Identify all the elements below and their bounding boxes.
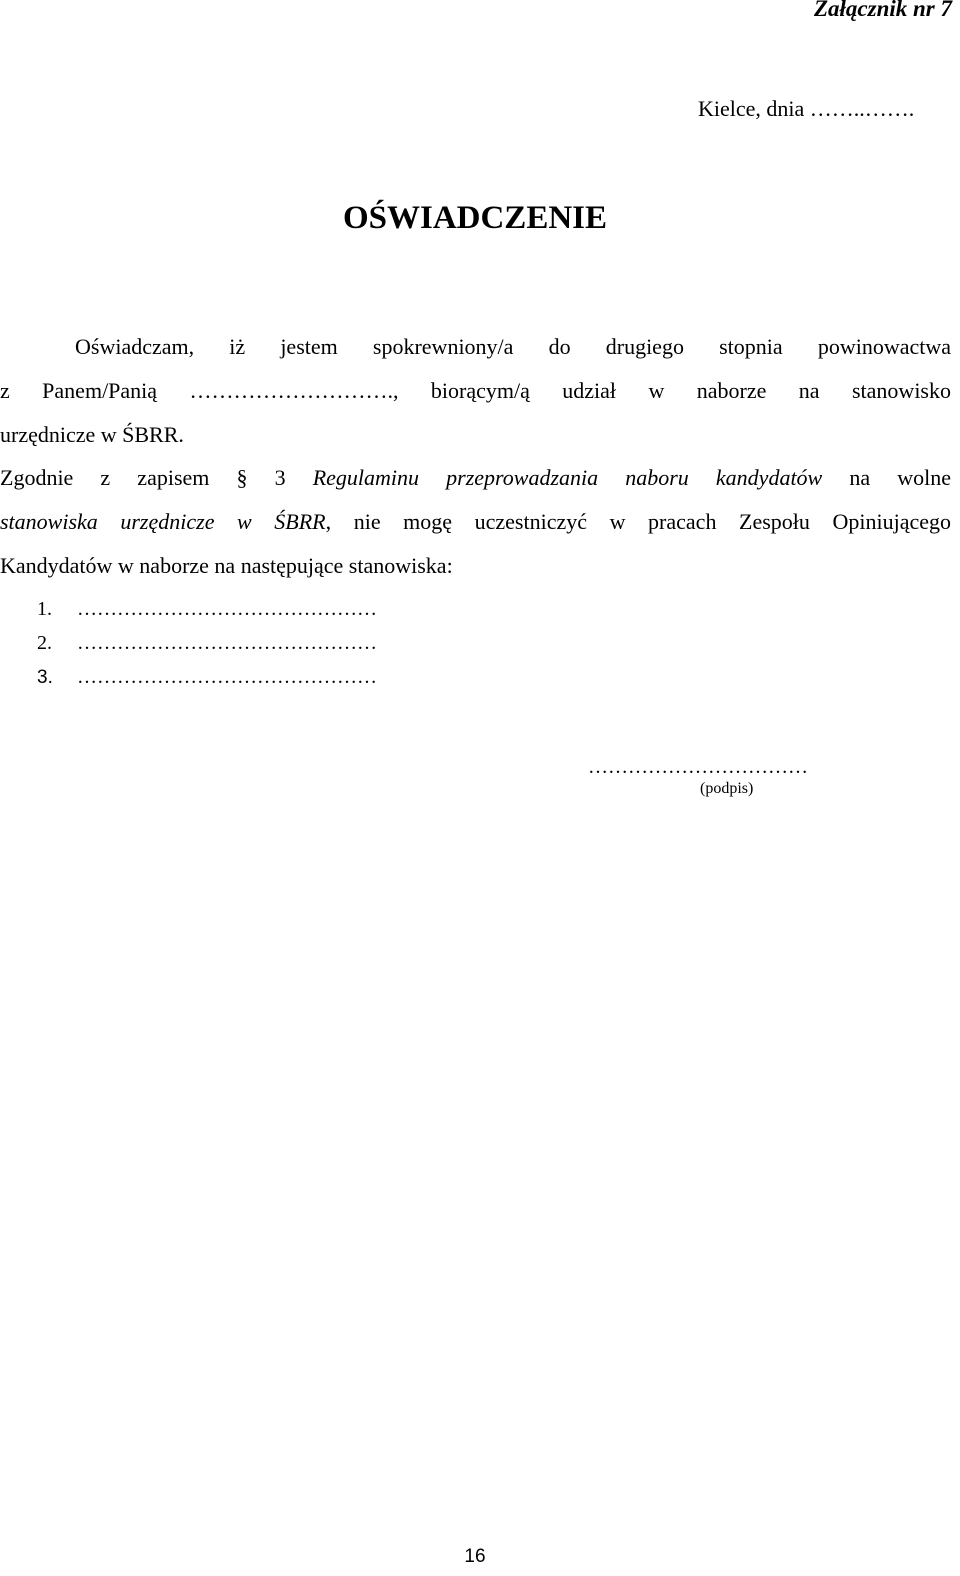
regulation-line-1-post: na wolne <box>822 465 951 490</box>
regulation-line-3: Kandydatów w naborze na następujące stanowiska: <box>0 553 453 578</box>
statement-line-2: z Panem/Panią ………………………., biorącym/ą udział w naborze na stanowisko <box>0 378 951 403</box>
position-item-3 <box>37 666 377 689</box>
position-blank: ……………………………………… <box>77 632 377 654</box>
signature-label: (podpis) <box>700 780 754 797</box>
regulation-line-2-post: , nie mogę uczestniczyć w pracach Zespołu Opiniującego <box>325 509 952 534</box>
signature-line: …………………………… <box>588 756 808 778</box>
place-date-line: Kielce, dnia ……..……. <box>698 96 915 121</box>
regulation-line-2-italic: stanowiska urzędnicze w ŚBRR <box>0 509 326 534</box>
position-item-1 <box>37 598 377 621</box>
position-number: 3. <box>37 667 53 688</box>
page-number: 16 <box>464 1546 486 1567</box>
position-blank: ……………………………………… <box>77 598 377 620</box>
statement-line-3: urzędnicze w ŚBRR. <box>0 422 184 447</box>
statement-line-1: Oświadczam, iż jestem spokrewniony/a do drugiego stopnia powinowactwa <box>75 334 951 359</box>
position-number: 1. <box>37 598 52 620</box>
annex-label: Załącznik nr 7 <box>813 0 952 21</box>
position-number: 2. <box>37 632 52 654</box>
position-item-2 <box>37 632 377 655</box>
regulation-line-2 <box>0 509 951 535</box>
document-title: OŚWIADCZENIE <box>342 200 608 236</box>
regulation-line-1 <box>0 465 951 491</box>
position-blank: ……………………………………… <box>77 666 377 688</box>
regulation-line-1-pre: Zgodnie z zapisem § 3 <box>0 465 313 490</box>
regulation-title-italic: Regulaminu przeprowadzania naboru kandydatów <box>312 465 823 490</box>
